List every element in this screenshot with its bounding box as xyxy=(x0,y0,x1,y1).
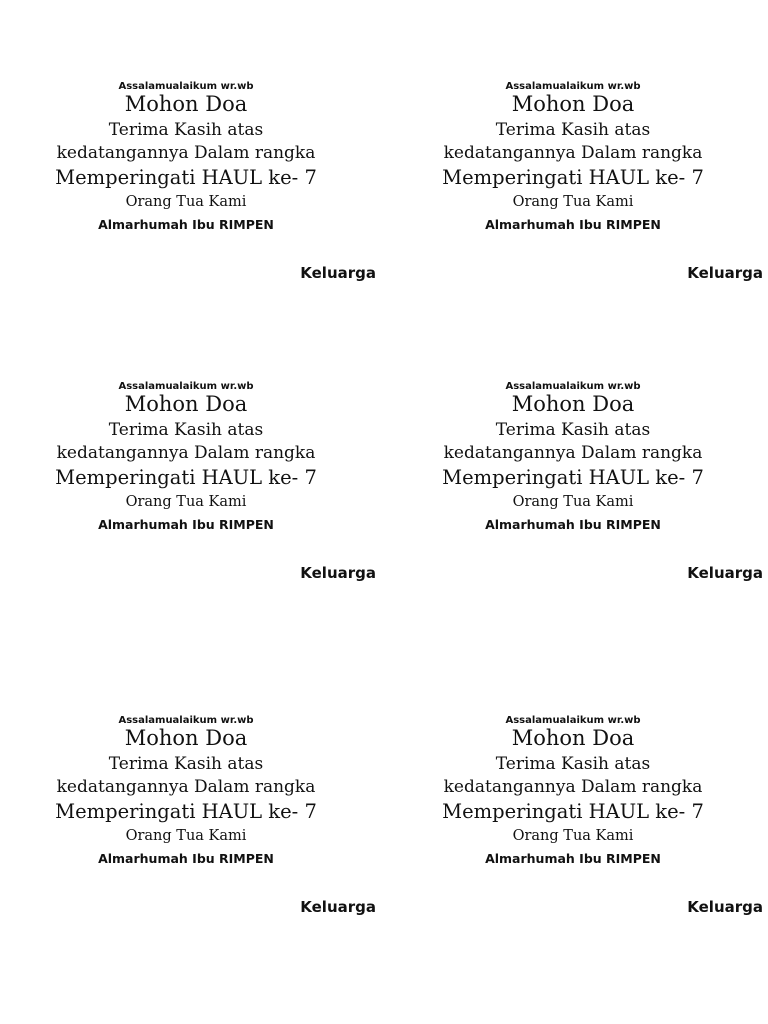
thanks-line-1: Terima Kasih atas xyxy=(495,754,651,774)
card-title: Mohon Doa xyxy=(511,726,635,750)
haul-card xyxy=(36,382,376,622)
haul-card xyxy=(36,82,376,322)
occasion-line: Memperingati HAUL ke- 7 xyxy=(442,466,704,489)
family-signature: Keluarga xyxy=(300,898,376,916)
deceased-name: Almarhumah Ibu RIMPEN xyxy=(485,217,661,232)
thanks-line-1: Terima Kasih atas xyxy=(495,420,651,440)
thanks-line-1: Terima Kasih atas xyxy=(108,120,264,140)
card-title: Mohon Doa xyxy=(511,92,635,116)
family-signature: Keluarga xyxy=(687,564,763,582)
thanks-line-2: kedatangannya Dalam rangka xyxy=(443,143,703,163)
occasion-line: Memperingati HAUL ke- 7 xyxy=(55,800,317,823)
deceased-name: Almarhumah Ibu RIMPEN xyxy=(98,217,274,232)
card-title: Mohon Doa xyxy=(124,726,248,750)
thanks-line-2: kedatangannya Dalam rangka xyxy=(56,777,316,797)
relation-line: Orang Tua Kami xyxy=(125,194,247,210)
thanks-line-2: kedatangannya Dalam rangka xyxy=(56,443,316,463)
card-title: Mohon Doa xyxy=(124,392,248,416)
haul-card xyxy=(423,716,763,956)
relation-line: Orang Tua Kami xyxy=(125,494,247,510)
card-title: Mohon Doa xyxy=(511,392,635,416)
card-title: Mohon Doa xyxy=(124,92,248,116)
occasion-line: Memperingati HAUL ke- 7 xyxy=(442,800,704,823)
haul-card xyxy=(423,382,763,622)
family-signature: Keluarga xyxy=(687,898,763,916)
thanks-line-2: kedatangannya Dalam rangka xyxy=(443,443,703,463)
occasion-line: Memperingati HAUL ke- 7 xyxy=(442,166,704,189)
relation-line: Orang Tua Kami xyxy=(125,828,247,844)
family-signature: Keluarga xyxy=(300,564,376,582)
greeting: Assalamualaikum wr.wb xyxy=(118,81,254,92)
deceased-name: Almarhumah Ibu RIMPEN xyxy=(98,851,274,866)
thanks-line-1: Terima Kasih atas xyxy=(108,754,264,774)
haul-card xyxy=(423,82,763,322)
thanks-line-2: kedatangannya Dalam rangka xyxy=(56,143,316,163)
greeting: Assalamualaikum wr.wb xyxy=(505,81,641,92)
thanks-line-1: Terima Kasih atas xyxy=(495,120,651,140)
greeting: Assalamualaikum wr.wb xyxy=(505,381,641,392)
relation-line: Orang Tua Kami xyxy=(512,194,634,210)
deceased-name: Almarhumah Ibu RIMPEN xyxy=(98,517,274,532)
haul-card xyxy=(36,716,376,956)
thanks-line-2: kedatangannya Dalam rangka xyxy=(443,777,703,797)
deceased-name: Almarhumah Ibu RIMPEN xyxy=(485,517,661,532)
thanks-line-1: Terima Kasih atas xyxy=(108,420,264,440)
family-signature: Keluarga xyxy=(687,264,763,282)
greeting: Assalamualaikum wr.wb xyxy=(118,381,254,392)
occasion-line: Memperingati HAUL ke- 7 xyxy=(55,166,317,189)
deceased-name: Almarhumah Ibu RIMPEN xyxy=(485,851,661,866)
greeting: Assalamualaikum wr.wb xyxy=(505,715,641,726)
family-signature: Keluarga xyxy=(300,264,376,282)
relation-line: Orang Tua Kami xyxy=(512,828,634,844)
occasion-line: Memperingati HAUL ke- 7 xyxy=(55,466,317,489)
greeting: Assalamualaikum wr.wb xyxy=(118,715,254,726)
relation-line: Orang Tua Kami xyxy=(512,494,634,510)
